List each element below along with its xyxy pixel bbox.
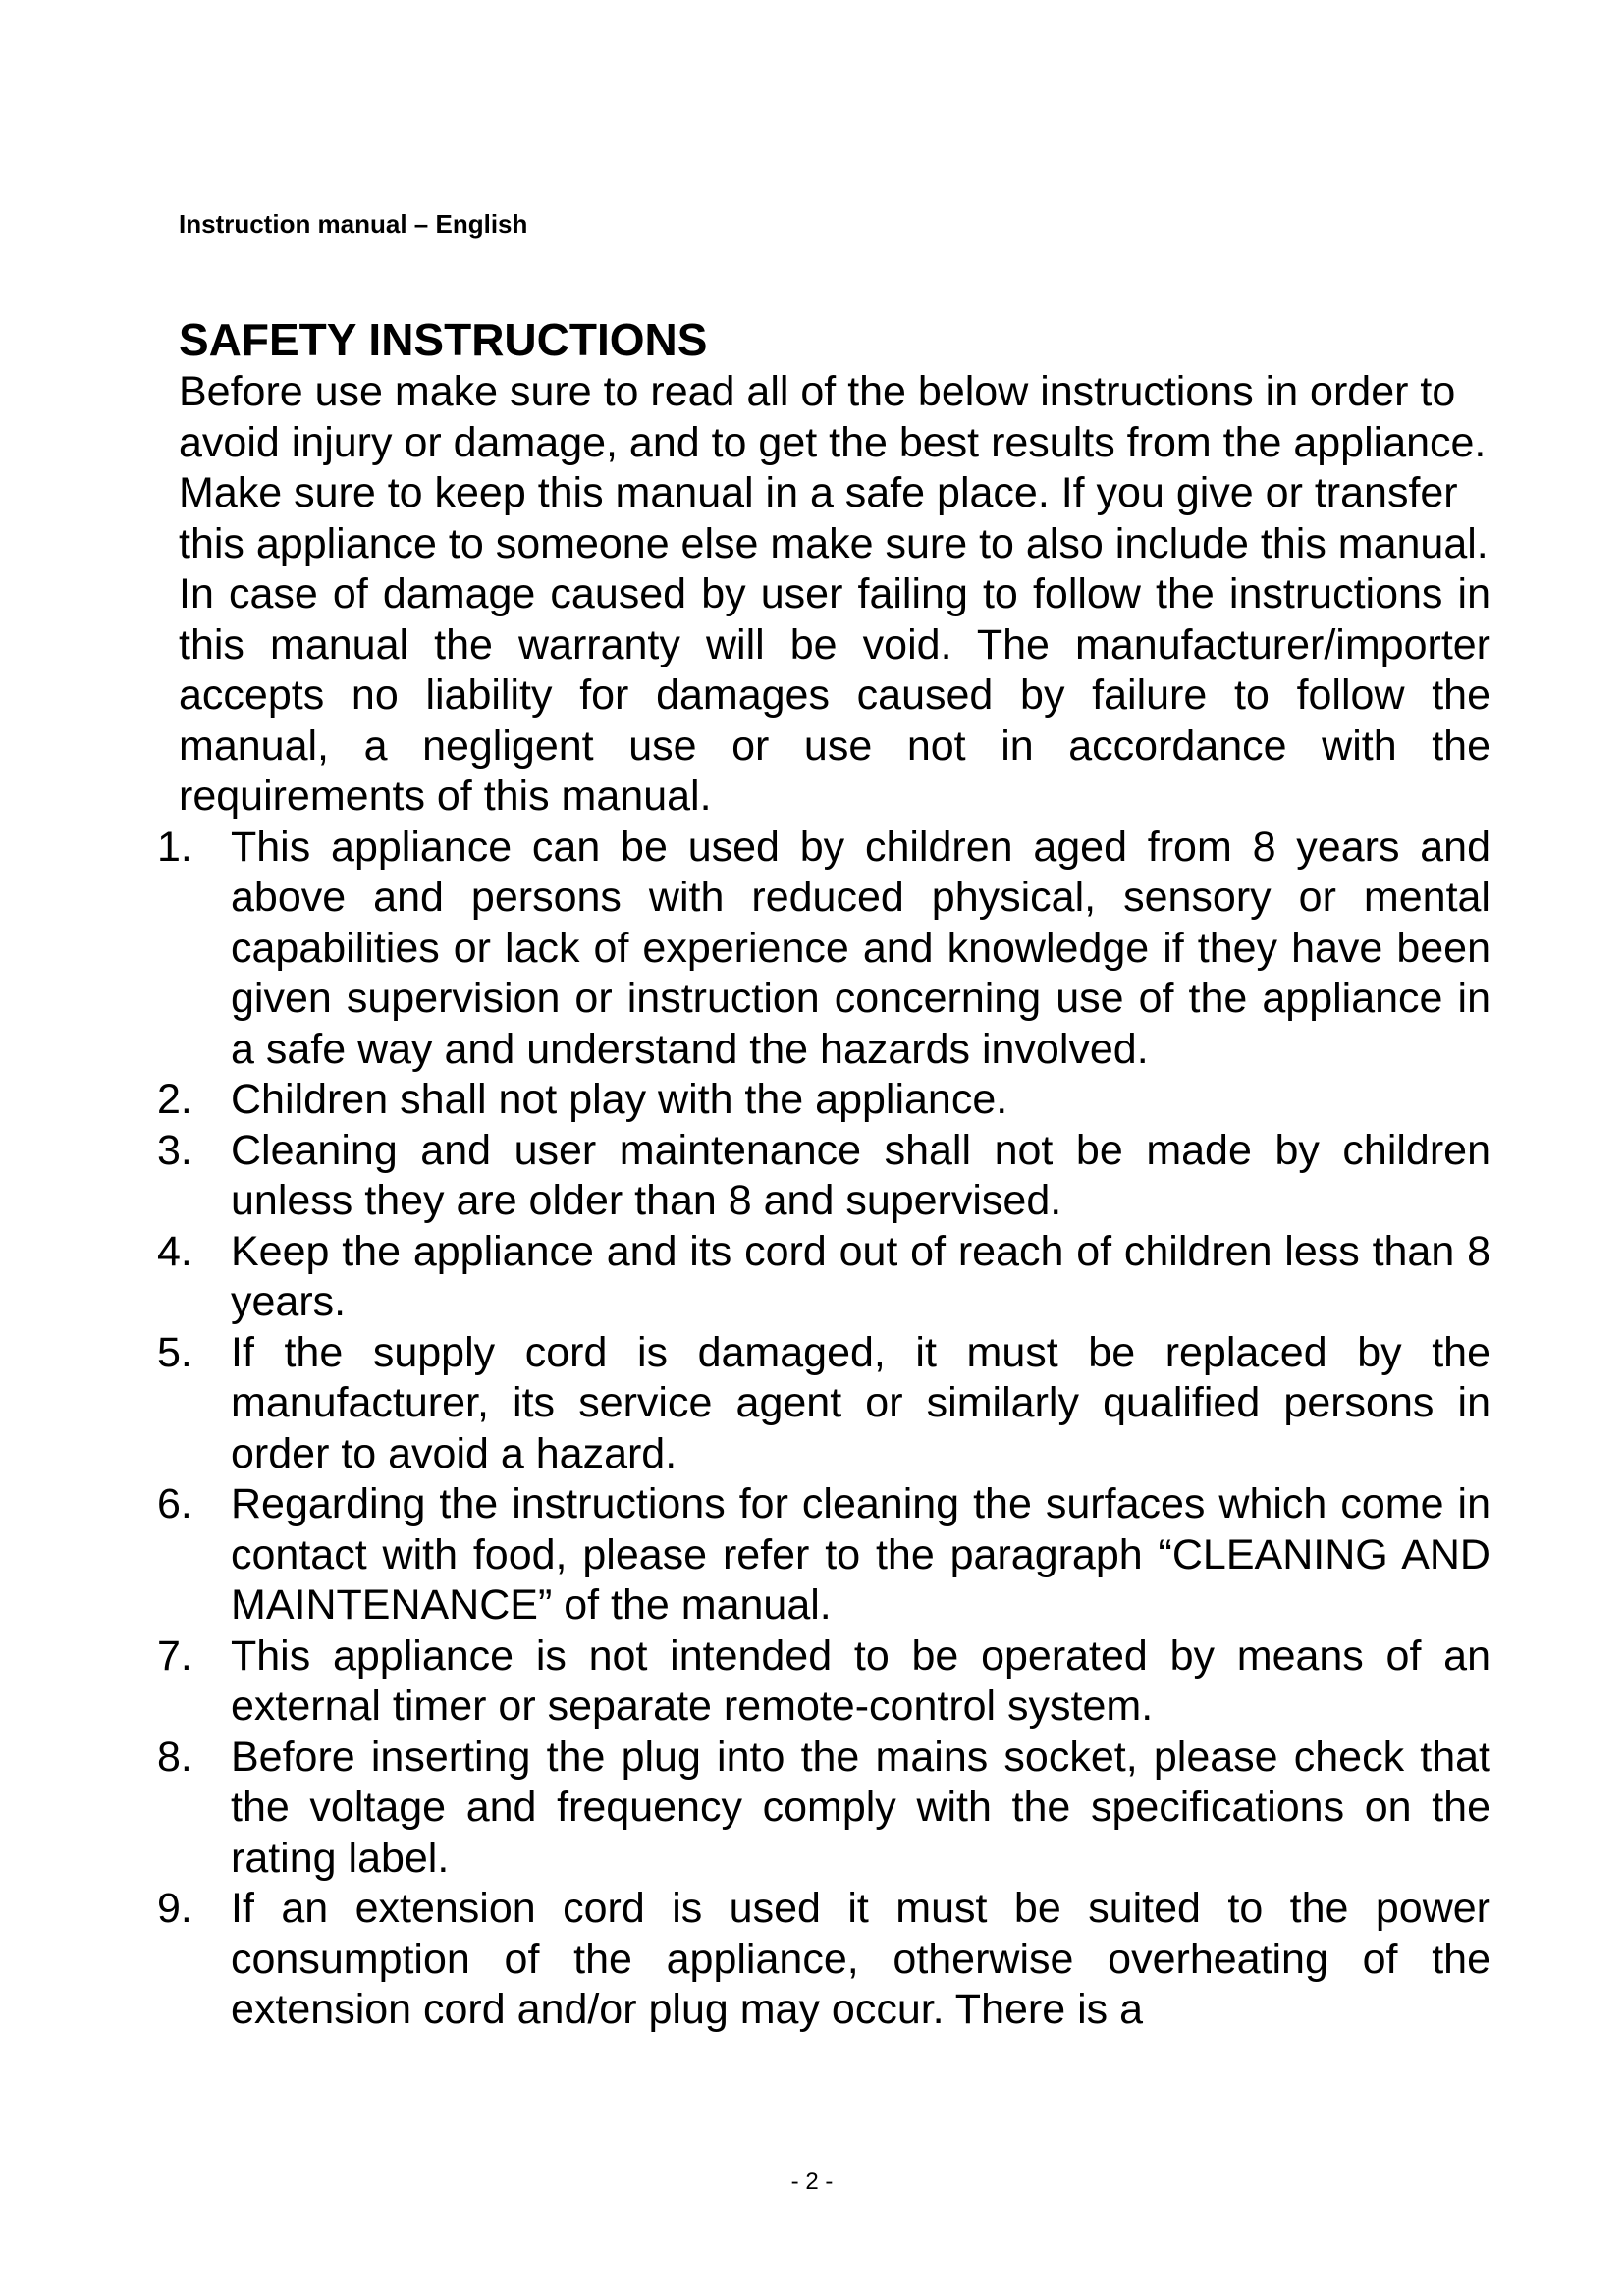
warranty-paragraph: In case of damage caused by user failing to follow the instructions in this manual the warranty will be void. The manufacturer/importer accepts no liability for damages caused by failure to follow the manual, a negligent use or use not in accordance with the requirements of this manual.	[179, 570, 1490, 820]
list-item-number: 4.	[157, 1227, 192, 1275]
safety-list	[157, 823, 1490, 2036]
list-item-number: 3.	[157, 1126, 192, 1174]
list-item-text: Children shall not play with the appliance.	[231, 1076, 1008, 1123]
list-item-text: Cleaning and user maintenance shall not be made by children unless they are older than 8 and supervised.	[231, 1126, 1490, 1224]
list-item	[157, 1075, 1490, 1126]
section-title: SAFETY INSTRUCTIONS	[179, 314, 708, 365]
list-item-number: 8.	[157, 1733, 192, 1781]
list-item-number: 1.	[157, 823, 192, 871]
list-item	[157, 1328, 1490, 1480]
list-item-text: Regarding the instructions for cleaning the surfaces which come in contact with food, please refer to the paragraph “CLEANING AND MAINTENANCE” of the manual.	[231, 1480, 1490, 1629]
list-item-number: 7.	[157, 1631, 192, 1680]
list-item-number: 9.	[157, 1885, 192, 1932]
safety-instructions-section	[157, 312, 1490, 2036]
list-item	[157, 1126, 1490, 1227]
list-item	[157, 1884, 1490, 2036]
list-item	[157, 1479, 1490, 1631]
list-item-number: 2.	[157, 1076, 192, 1123]
list-item-text: This appliance can be used by children aged from 8 years and above and persons with reduced physical, sensory or mental capabilities or lack of experience and knowledge if they have been given supervision or instruction concerning use of the appliance in a safe way and understand the hazards involved.	[231, 823, 1490, 1073]
list-item-text: This appliance is not intended to be operated by means of an external timer or separate remote-control system.	[231, 1631, 1490, 1730]
page-number: - 2 -	[790, 2168, 834, 2195]
document-header: Instruction manual – English	[179, 209, 528, 239]
list-item-text: If the supply cord is damaged, it must be replaced by the manufacturer, its service agent or similarly qualified persons in order to avoid a hazard.	[231, 1328, 1490, 1477]
list-item	[157, 1227, 1490, 1328]
list-item-number: 6.	[157, 1480, 192, 1527]
list-item	[157, 1631, 1490, 1733]
list-item-text: Before inserting the plug into the mains socket, please check that the voltage and frequency comply with the specifications on the rating label.	[231, 1733, 1490, 1882]
list-item-number: 5.	[157, 1328, 192, 1376]
list-item-text: Keep the appliance and its cord out of reach of children less than 8 years.	[231, 1227, 1490, 1325]
list-item	[157, 823, 1490, 1076]
intro-paragraph: Before use make sure to read all of the below instructions in order to avoid injury or damage, and to get the best results from the appliance. Make sure to keep this manual in a safe place. If you give or transfer this appliance to someone else make sure to also include this manual.	[179, 368, 1489, 567]
list-item-text: If an extension cord is used it must be suited to the power consumption of the appliance, otherwise overheating of the extension cord and/or plug may occur. There is a	[231, 1885, 1490, 2033]
list-item	[157, 1733, 1490, 1885]
